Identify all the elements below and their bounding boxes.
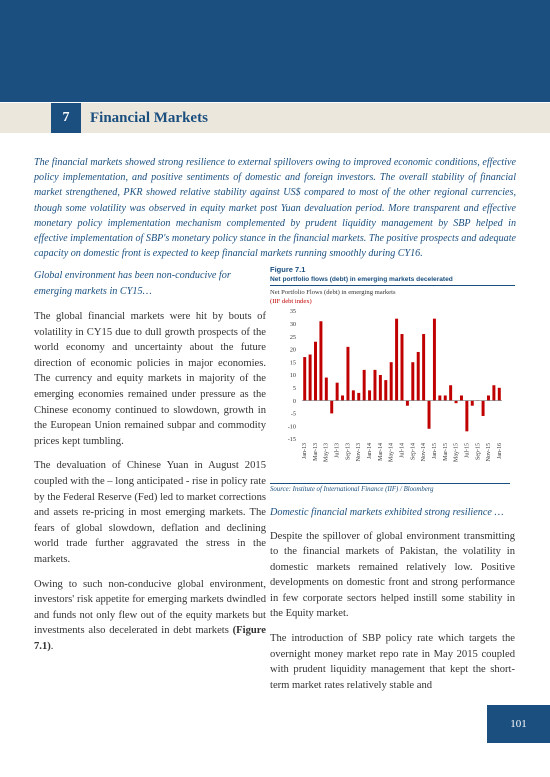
x-tick-label: May-15 (453, 443, 460, 462)
chart-bar (325, 378, 328, 401)
x-tick-label: Sep-15 (475, 443, 482, 460)
y-tick-label: -15 (287, 436, 296, 444)
chart-bar (433, 319, 436, 401)
chart-bar (482, 401, 485, 416)
chart-bar (314, 342, 317, 401)
chart-unit: (IIF debt index) (270, 298, 312, 305)
chart-bar (417, 352, 420, 401)
chart-subtitle: Net Portfolio Flows (debt) in emerging markets (270, 289, 396, 296)
figure-label: Figure 7.1 (270, 265, 306, 274)
page-number: 101 (487, 705, 550, 743)
x-tick-label: Sep-14 (410, 443, 417, 460)
x-tick-label: Nov-13 (356, 443, 363, 462)
right-subheading: Domestic financial markets exhibited strong resilience … (270, 507, 504, 518)
chart-bar (498, 388, 501, 401)
y-tick-label: 10 (289, 372, 296, 380)
y-tick-label: 25 (289, 333, 296, 341)
left-paragraph-2: The devaluation of Chinese Yuan in August 2015 coupled with the – long anticipated - rise in policy rate by the Federal Reserve (Fed) led to market corrections and assets re-pricing in most emerging markets. The fears of global slowdown, deflation and declining world trade further aggravated the stress in the markets. (34, 460, 266, 565)
section-number: 7 (51, 103, 81, 133)
chart-bar (487, 395, 490, 400)
y-tick-label: 15 (289, 359, 296, 367)
left-paragraph-3-end: . (50, 640, 54, 652)
chart-bar (336, 383, 339, 401)
right-paragraph-2: The introduction of SBP policy rate which targets the overnight money market repo rate in May 2015 coupled with prudent liquidity management that kept the short-term market rates relatively stable and (270, 633, 515, 691)
chart-bar (492, 385, 495, 400)
y-tick-label: 5 (292, 385, 296, 392)
section-header (0, 103, 550, 133)
x-tick-label: Jul-15 (464, 443, 471, 458)
portfolio-flows-chart (270, 303, 510, 478)
x-tick-label: Sep-13 (345, 443, 352, 460)
chart-bar (303, 357, 306, 401)
chart-bar (379, 375, 382, 401)
x-tick-label: Jan-16 (497, 443, 504, 459)
chart-bar (357, 393, 360, 401)
chart-bar (373, 370, 376, 401)
chart-bar (465, 401, 468, 432)
chart-bar (411, 362, 414, 400)
y-tick-label: -5 (290, 410, 296, 418)
left-paragraph-1: The global financial markets were hit by bouts of volatility in CY15 due to dull growth prospects of the world economy and uncertainty about the future direction of economic policies in major economies. The currency and equity markets in majority of the emerging economies remained under pressure as the Chinese economy continued to slowdown, growth in the European Union remained subpar and commodity prices kept tumbling. (34, 311, 266, 447)
y-tick-label: -10 (287, 423, 296, 431)
x-tick-label: Jan-15 (432, 443, 439, 459)
chart-bar (444, 395, 447, 400)
x-tick-label: Mar-14 (377, 443, 384, 461)
chart-bar (395, 319, 398, 401)
left-subheading: Global environment has been non-conducive for emerging markets in CY15… (34, 270, 231, 297)
chart-bar (346, 347, 349, 401)
figure-reference: (Figure 7.1) (34, 625, 266, 652)
chart-bar (390, 362, 393, 400)
chart-bar (460, 395, 463, 400)
x-tick-label: May-13 (323, 443, 330, 462)
left-paragraph-3-text: Owing to such non-conducive global environment, investors' risk appetite for emerging markets dwindled and funds not only flew out of the equity markets but investments also decelerated in debt markets (34, 578, 266, 637)
chart-bar (422, 334, 425, 401)
chart-bar (309, 355, 312, 401)
chart-bar (352, 390, 355, 400)
x-tick-label: Mar-13 (312, 443, 319, 461)
chart-bar (384, 380, 387, 400)
y-tick-label: 20 (289, 346, 296, 354)
chart-bar (438, 395, 441, 400)
y-tick-label: 30 (289, 321, 296, 328)
x-tick-label: Nov-14 (421, 443, 428, 462)
left-paragraph-3 (34, 577, 266, 655)
x-tick-label: Jan-13 (302, 443, 308, 459)
x-tick-label: Nov-15 (486, 443, 493, 462)
chart-bar (428, 401, 431, 429)
x-tick-label: Mar-15 (442, 443, 449, 461)
chart-bar (368, 390, 371, 400)
x-tick-label: Jul-14 (399, 443, 406, 458)
right-column (270, 265, 515, 691)
chart-bar (319, 321, 322, 400)
header-band (0, 0, 550, 102)
figure-source: Source: Institute of International Finance (IIF) / Bloomberg (270, 483, 510, 493)
x-tick-label: May-14 (388, 443, 395, 462)
chart-bar (363, 370, 366, 401)
chart-bar (406, 401, 409, 406)
section-title: Financial Markets (90, 110, 208, 126)
left-column (34, 268, 266, 654)
chart-bar (341, 395, 344, 400)
chart-bar (449, 385, 452, 400)
chart-bar (455, 401, 458, 404)
figure-title: Net portfolio flows (debt) in emerging markets decelerated (270, 276, 515, 286)
chart-bar (330, 401, 333, 414)
x-tick-label: Jul-13 (334, 443, 341, 458)
x-tick-label: Jan-14 (367, 443, 374, 459)
intro-summary: The financial markets showed strong resilience to external spillovers owing to improved economic conditions, effective policy implementation, and positive sentiments of domestic and foreign investors. The overall stability of financial market strengthened, PKR showed relative stability against US$ compared to most of the other regional currencies, though some volatility was observed in equity market post Yuan devaluation period. More transparent and effective monetary policy implementation mechanism complemented by prudent liquidity management by SBP helped in effective implementation of SBP's monetary policy stance in the financial markets. The positive prospects and adequate capacity on domestic front is expected to keep financial markets running smoothly during CY16. (34, 157, 516, 260)
chart-bar (471, 401, 474, 406)
chart-bar (401, 334, 404, 401)
y-tick-label: 35 (289, 308, 296, 316)
right-body (270, 505, 515, 693)
right-paragraph-1: Despite the spillover of global environment transmitting to the financial markets of Pakistan, the volatility in domestic markets remained relatively low. Positive developments on domestic front and strong performance in few corporate sectors helped instill some stability in the Equity market. (270, 530, 515, 620)
y-tick-label: 0 (292, 397, 296, 405)
